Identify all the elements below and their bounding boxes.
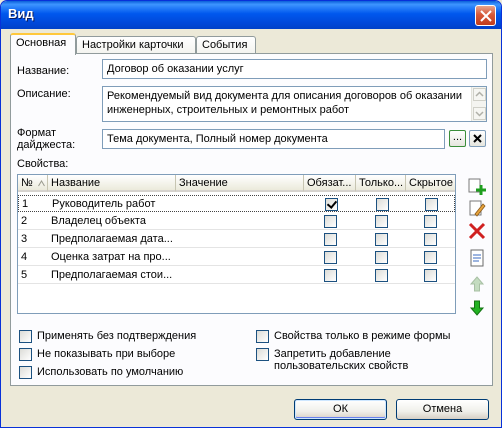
digest-label-line1: Формат	[17, 127, 57, 139]
row-value[interactable]	[177, 196, 305, 213]
required-checkbox[interactable]	[324, 215, 337, 228]
checkbox[interactable]	[19, 330, 32, 343]
digest-label-line2: дайджеста:	[17, 139, 76, 151]
move-up-button[interactable]	[467, 274, 487, 294]
col-header-hidden[interactable]	[406, 175, 455, 192]
tab-events[interactable]	[196, 36, 256, 54]
clear-x-icon	[470, 131, 485, 146]
row-number: 2	[21, 215, 28, 227]
name-label: Название:	[17, 65, 70, 77]
col-value-label: Значение	[179, 177, 228, 189]
digest-format-input[interactable]	[102, 129, 445, 149]
col-header-readonly[interactable]	[356, 175, 406, 192]
window-title: Вид	[8, 6, 34, 21]
description-input-value: Рекомендуемый вид документа для описания договоров об оказании инженерных, строительных и ремонтных работ	[107, 90, 462, 116]
readonly-checkbox[interactable]	[375, 233, 388, 246]
readonly-checkbox[interactable]	[375, 215, 388, 228]
col-readonly-label: Только...	[359, 177, 404, 189]
hidden-checkbox[interactable]	[425, 198, 438, 211]
scroll-up-arrow[interactable]	[473, 88, 486, 101]
readonly-checkbox[interactable]	[376, 198, 389, 211]
tab-main-label: Основная	[16, 37, 67, 49]
tab-card-settings[interactable]	[76, 36, 196, 54]
row-value[interactable]	[176, 249, 304, 266]
move-down-button[interactable]	[467, 298, 487, 318]
name-input[interactable]	[102, 59, 487, 79]
row-number: 1	[22, 198, 29, 210]
tab-events-label: События	[202, 39, 248, 51]
required-checkbox[interactable]	[324, 251, 337, 264]
close-icon	[480, 10, 492, 22]
table-row[interactable]	[18, 249, 455, 266]
digest-clear-button[interactable]	[469, 130, 486, 147]
option-label: Использовать по умолчанию	[37, 366, 184, 378]
sort-arrow-icon	[38, 180, 45, 187]
row-value[interactable]	[176, 231, 304, 248]
description-input[interactable]	[102, 86, 487, 122]
row-value[interactable]	[176, 267, 304, 284]
close-button[interactable]	[475, 5, 496, 26]
option-label: Не показывать при выборе	[37, 348, 176, 360]
hidden-checkbox[interactable]	[424, 215, 437, 228]
properties-list-button[interactable]	[467, 248, 487, 268]
scroll-down-arrow[interactable]	[473, 107, 486, 120]
description-label: Описание:	[17, 88, 71, 100]
row-name: Предполагаемая дата...	[51, 233, 173, 245]
properties-label: Свойства:	[17, 158, 69, 170]
row-name: Владелец объекта	[51, 215, 146, 227]
digest-browse-button[interactable]	[449, 130, 466, 147]
col-hidden-label: Скрытое	[409, 177, 453, 189]
title-bar[interactable]	[1, 1, 501, 29]
ok-button[interactable]	[294, 399, 387, 420]
required-checkbox[interactable]	[324, 269, 337, 282]
name-input-value: Договор об оказании услуг	[107, 63, 244, 75]
readonly-checkbox[interactable]	[375, 251, 388, 264]
hidden-checkbox[interactable]	[424, 251, 437, 264]
description-scrollbar[interactable]	[471, 87, 486, 121]
dialog-client	[4, 29, 498, 425]
option-label: Свойства только в режиме формы	[274, 330, 451, 342]
row-number: 4	[21, 251, 28, 263]
table-row[interactable]	[18, 231, 455, 248]
row-name: Руководитель работ	[52, 198, 156, 210]
ok-button-label: ОК	[333, 403, 348, 415]
row-name: Оценка затрат на про...	[51, 251, 171, 263]
col-header-required[interactable]	[304, 175, 356, 192]
digest-format-value: Тема документа, Полный номер документа	[107, 133, 328, 145]
document-list-icon	[467, 248, 487, 268]
chevron-up-icon	[474, 89, 485, 100]
col-required-label: Обязат...	[307, 177, 352, 189]
checkbox[interactable]	[256, 330, 269, 343]
delete-icon	[467, 221, 487, 241]
cancel-button-label: Отмена	[422, 403, 463, 415]
checkbox[interactable]	[256, 348, 269, 361]
digest-browse-label: ...	[452, 131, 463, 143]
tab-main[interactable]	[10, 33, 76, 55]
row-name: Предполагаемая стои...	[51, 269, 173, 281]
table-row[interactable]	[18, 267, 455, 284]
arrow-up-icon	[467, 274, 487, 294]
table-row[interactable]	[18, 195, 455, 212]
option-label: Применять без подтверждения	[37, 330, 197, 342]
row-number: 5	[21, 269, 28, 281]
col-header-name[interactable]	[48, 175, 176, 192]
table-row[interactable]	[18, 213, 455, 230]
tab-card-settings-label: Настройки карточки	[82, 39, 184, 51]
readonly-checkbox[interactable]	[375, 269, 388, 282]
option-label-line2: пользовательских свойств	[274, 360, 409, 372]
col-name-label: Название	[51, 177, 101, 189]
row-value[interactable]	[176, 213, 304, 230]
tab-panel-main	[10, 53, 493, 386]
required-checkbox[interactable]	[324, 233, 337, 246]
col-header-value[interactable]	[176, 175, 304, 192]
row-number: 3	[21, 233, 28, 245]
col-number-label: №	[21, 177, 33, 189]
add-property-button[interactable]	[467, 177, 487, 197]
required-checkbox[interactable]	[325, 198, 338, 211]
col-header-number[interactable]	[18, 175, 48, 192]
chevron-down-icon	[474, 108, 485, 119]
delete-property-button[interactable]	[467, 221, 487, 241]
arrow-down-icon	[467, 298, 487, 318]
checkbox[interactable]	[19, 348, 32, 361]
edit-icon	[467, 199, 487, 219]
hidden-checkbox[interactable]	[424, 269, 437, 282]
add-icon	[467, 177, 487, 197]
edit-property-button[interactable]	[467, 199, 487, 219]
cancel-button[interactable]	[396, 399, 489, 420]
checkbox[interactable]	[19, 366, 32, 379]
option-label-line1: Запретить добавление	[274, 348, 391, 360]
hidden-checkbox[interactable]	[424, 233, 437, 246]
properties-grid	[17, 174, 456, 314]
